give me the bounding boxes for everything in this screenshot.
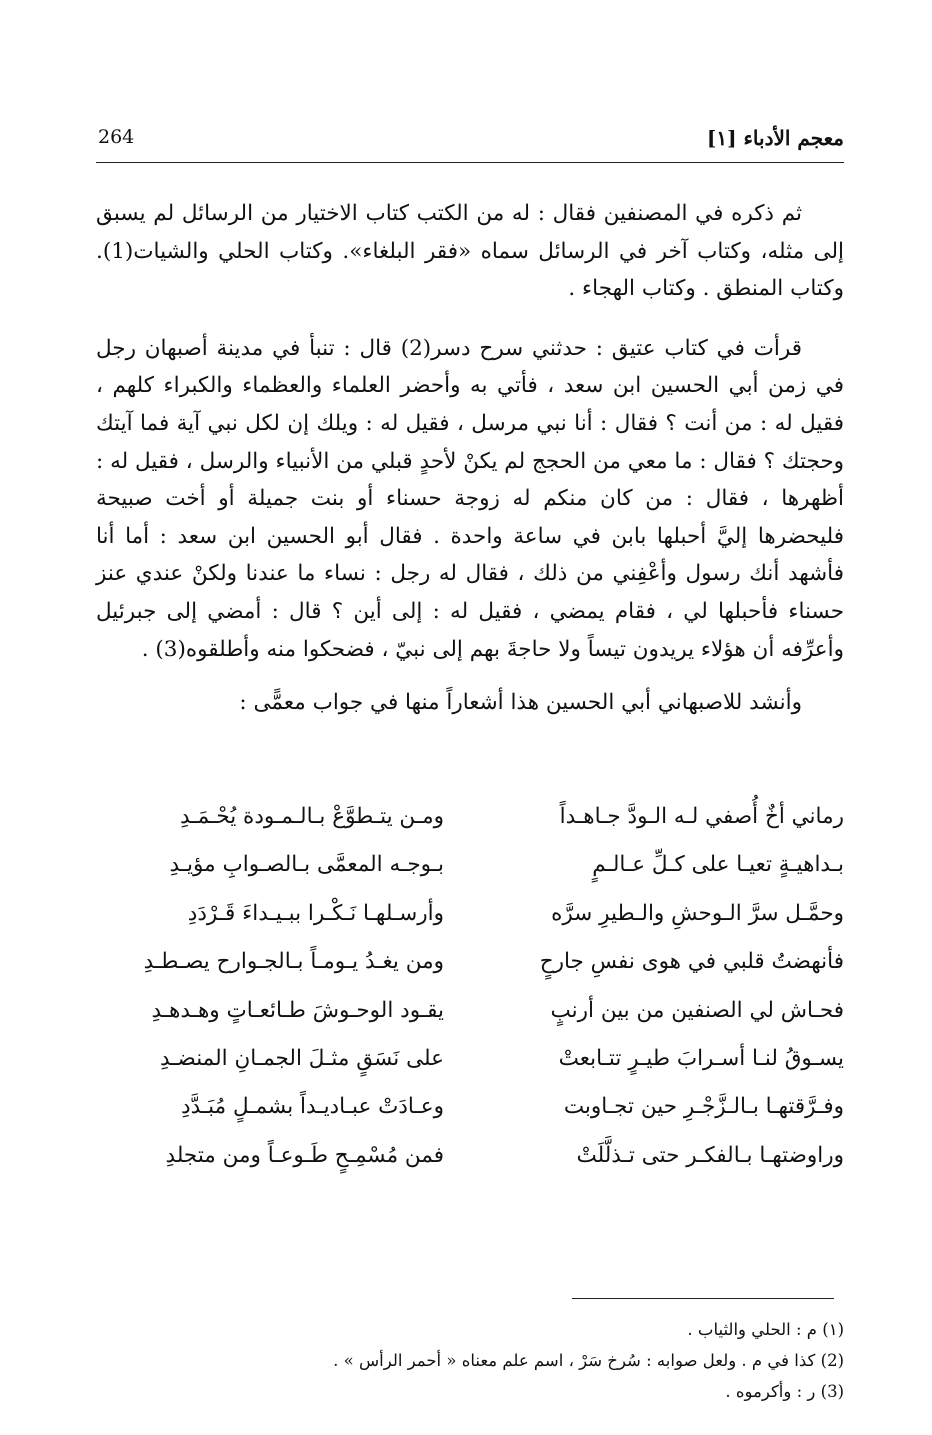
verse-second-hemistich: فمن مُسْمِـحٍ طَـوعـاً ومن متجلدِ	[165, 1142, 444, 1168]
verse-first-hemistich: وراوضتهـا بـالفكـر حتى تـذلَّلَتْ	[576, 1142, 844, 1168]
header-rule	[96, 162, 844, 163]
footnote-rule	[572, 1298, 834, 1299]
poem-verse	[96, 1132, 844, 1180]
verse-first-hemistich: وحمَّـل سرَّ الـوحشِ والـطيرِ سرَّه	[551, 900, 844, 926]
paragraph: ثم ذكره في المصنفين فقال : له من الكتب كتاب الاختيار من الرسائل لم يسبق إلى مثله، وكتاب آخر في الرسائل سماه «فقر البلغاء». وكتاب الحلي والشيات(1). وكتاب المنطق . وكتاب الهجاء .	[96, 201, 844, 302]
poem-verse	[96, 1083, 844, 1131]
poem-verse	[96, 987, 844, 1035]
poem-verse	[96, 841, 844, 889]
verse-second-hemistich: وأرسـلهـا نَـكْـرا ببـيـداءَ قَـرْدَدِ	[187, 900, 444, 926]
verse-second-hemistich: ومـن يتـطوَّعْ بـالـمـودة يُحْـمَـدِ	[180, 804, 444, 829]
verse-first-hemistich: فحـاش لي الصنفين من بين أرنبٍ	[550, 997, 844, 1023]
poem-verse	[96, 1035, 844, 1083]
verse-first-hemistich: بـداهيـةٍ تعيـا على كـلِّ عـالـمٍ	[592, 852, 844, 878]
verse-first-hemistich: وفـرَّقتهـا بـالـزَّجْـرِ حين تجـاوبت	[563, 1094, 844, 1120]
poem	[96, 793, 844, 1180]
verse-first-hemistich: فأنهضتُ قلبي في هوى نفسِ جارحٍ	[539, 949, 844, 975]
poem-verse	[96, 938, 844, 986]
verse-second-hemistich: على نَسَقٍ مثـلَ الجمـانِ المنضـدِ	[159, 1045, 444, 1071]
page-number: 264	[98, 126, 135, 148]
poem-verse	[96, 890, 844, 938]
footnotes	[96, 1314, 844, 1407]
footnote: (3) ر : وأكرموه .	[725, 1382, 844, 1401]
poem-verse	[96, 793, 844, 841]
main-text	[96, 195, 844, 722]
running-head	[98, 122, 844, 154]
footnote: (١) م : الحلي والثياب .	[687, 1320, 844, 1339]
verse-intro: وأنشد للاصبهاني أبي الحسين هذا أشعاراً منها في جواب معمًّى :	[239, 690, 802, 716]
verse-first-hemistich: يسـوقُ لنـا أسـرابَ طيـرٍ تتـابعتْ	[558, 1045, 844, 1071]
verse-second-hemistich: ومن يغـدُ يـومـاً بـالجـوارح يصـطـدِ	[143, 949, 444, 975]
footnote: (2) كذا في م . ولعل صوابه : سُرخ سَرْ ، اسم علم معناه « أحمر الرأس » .	[333, 1351, 844, 1370]
running-head-title: معجم الأدباء [١]	[706, 126, 844, 150]
verse-second-hemistich: بـوجـه المعمَّى بـالصـوابِ مؤيـدِ	[169, 852, 444, 878]
verse-second-hemistich: وعـادَتْ عبـاديـداً بشمـلٍ مُبَـدَّدِ	[181, 1094, 444, 1120]
verse-second-hemistich: يقـود الوحـوشَ طـائعـاتٍ وهـدهـدِ	[151, 997, 444, 1023]
verse-first-hemistich: رماني أخٌ أُصفي لـه الـودَّ جـاهـداً	[559, 804, 844, 829]
paragraph: قرأت في كتاب عتيق : حدثني سرح دسر(2) قال : تنبأ في مدينة أصبهان رجل في زمن أبي الحسين ابن سعد ، فأتي به وأحضر العلماء والعظماء والكبراء كلهم ، فقيل له : من أنت ؟ فقال : أنا نبي مرسل ، فقيل له : ويلك إن لكل نبي آية فما آيتك وحجتك ؟ فقال : ما معي من الحجج لم يكنْ لأحدٍ قبلي من الأنبياء والرسل ، فقيل له : أظهرها ، فقال : من كان منكم له زوجة حسناء أو بنت جميلة أو أخت صبيحة فليحضرها إليَّ أحبلها بابن في ساعة واحدة . فقال أبو الحسين ابن سعد : أما أنا فأشهد أنك رسول وأعْفِني من ذلك ، فقال له رجل : نساء ما عندنا ولكنْ عندي عنز حسناء فأحبلها لي ، فقام يمضي ، فقيل له : إلى أين ؟ قال : أمضي إلى جبرئيل وأعرِّفه أن هؤلاء يريدون تيساً ولا حاجةَ بهم إلى نبيّ ، فضحكوا منه وأطلقوه(3) .	[96, 335, 844, 662]
